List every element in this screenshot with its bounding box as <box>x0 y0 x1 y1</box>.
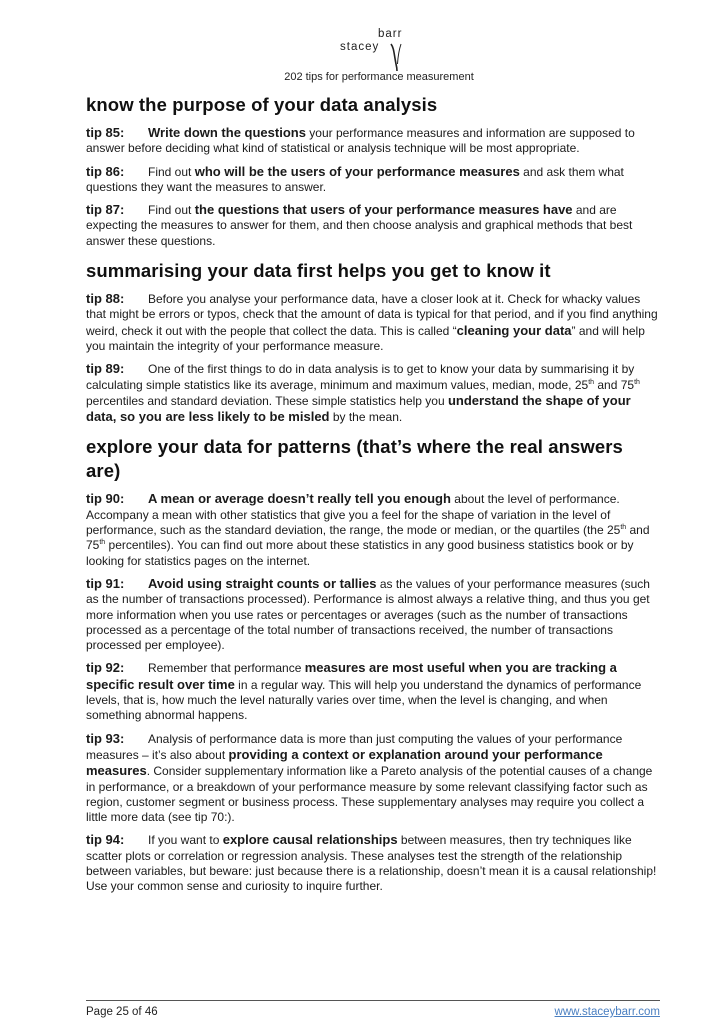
tip-paragraph <box>86 491 660 568</box>
tip-text: percentiles and standard deviation. These simple statistics help you <box>86 393 448 408</box>
tip-emphasis: Write down the questions <box>148 125 306 140</box>
tip-paragraph <box>86 202 660 249</box>
document-subtitle: 202 tips for performance measurement <box>284 71 474 83</box>
tip-text: between measures, then try techniques like scatter plots or correlation or regression analysis. These analyses test the strength of the relationship between variables, but beware: just because there is a relationship, doesn’t mean it is a causal relationship! Use your common sense and curiosity to inquire further. <box>86 833 657 894</box>
ordinal-suffix: th <box>634 378 640 386</box>
tip-emphasis: who will be the users of your performance measures <box>194 163 520 179</box>
stacey-barr-logo <box>338 28 428 58</box>
tip-emphasis: Avoid using straight counts or tallies <box>148 575 377 591</box>
tip-number: tip 89: <box>86 361 125 377</box>
tip-number: tip 91: <box>86 575 125 591</box>
tip-number: tip 85: <box>86 125 125 140</box>
tip-text: percentiles). You can find out more about these statistics in any good business statistics book or by looking for statistics pages on the internet. <box>86 538 634 568</box>
tip-number: tip 88: <box>86 291 125 307</box>
tip-text: and 75 <box>86 523 650 553</box>
ordinal-suffix: th <box>99 539 106 547</box>
tip-emphasis: A mean or average doesn’t really tell you enough <box>148 491 451 507</box>
tip-number: tip 92: <box>86 660 125 676</box>
section-heading: summarising your data first helps you get to know it <box>86 260 551 282</box>
tip-text: as the values of your performance measures (such as the number of transactions processed). Performance is almost always a relative thing, and thus you get more information when you use rates or percentages or averages (such as the number of transactions processed as a percentage of the total number of transactions received, the number of transactions processed per employee). <box>86 576 650 653</box>
tip-emphasis: the questions that users of your performance measures have <box>194 202 573 218</box>
page-number: Page 25 of 46 <box>86 1006 158 1018</box>
document-body <box>86 93 660 902</box>
tip-text: Analysis of performance data is more than just computing the values of your performance measures – it’s also about <box>86 731 623 762</box>
tip-number: tip 87: <box>86 202 125 218</box>
tip-text: Before you analyse your performance data, have a closer look at it. Check for whacky values that might be errors or typos, check that the amount of data is typical for that period, and if you find anything weird, check it out with the people that collect the data. This is called “ <box>86 292 658 338</box>
tip-text: ” and will help you maintain the integrity of your performance measure. <box>86 323 645 353</box>
section-1 <box>86 93 660 249</box>
logo-text-barr: barr <box>378 28 403 40</box>
tip-emphasis: cleaning your data <box>456 322 572 338</box>
tip-number: tip 94: <box>86 832 125 848</box>
tip-paragraph <box>86 731 660 826</box>
tip-text: If you want to <box>148 833 223 848</box>
tip-text: and ask them what questions they want the measures to answer. <box>86 164 624 194</box>
section-heading: know the purpose of your data analysis <box>86 94 438 115</box>
tip-paragraph <box>86 164 660 196</box>
logo-swoosh-icon <box>390 42 404 72</box>
section-heading: explore your data for patterns (that’s where the real answers are) <box>86 436 623 482</box>
tip-text: by the mean. <box>329 410 403 425</box>
tip-text: about the level of performance. Accompany a mean with other statistics that give you a feel for the shape of variation in the level of performance, such as the standard deviation, the range, the mode or median, or the quartiles (the 25 <box>86 492 621 538</box>
footer-divider <box>86 1000 660 1001</box>
tip-paragraph <box>86 291 660 354</box>
tip-text: and are expecting the measures to answer for them, and then choose analysis and graphical methods that best answer these questions. <box>86 203 633 248</box>
tip-text: One of the first things to do in data analysis is to get to know your data by summarising it by calculating simple statistics like its average, minimum and maximum values, median, mode, 25 <box>86 362 635 392</box>
tip-emphasis: measures are most useful when you are tracking a specific result over time <box>86 660 617 692</box>
tip-emphasis: explore causal relationships <box>222 832 398 848</box>
tip-paragraph <box>86 660 660 723</box>
section-3 <box>86 435 660 894</box>
ordinal-suffix: th <box>620 524 627 532</box>
logo-text-stacey: stacey <box>340 41 380 53</box>
tip-paragraph <box>86 125 660 157</box>
tip-number: tip 90: <box>86 491 125 507</box>
tip-paragraph <box>86 576 660 653</box>
ordinal-suffix: th <box>588 378 595 386</box>
tip-text: and 75 <box>594 377 635 392</box>
tip-text: Find out <box>148 164 195 179</box>
tip-paragraph <box>86 832 660 894</box>
tip-paragraph <box>86 361 660 425</box>
tip-emphasis: understand the shape of your data, so you are less likely to be misled <box>86 392 631 425</box>
tip-emphasis: providing a context or explanation around your performance measures <box>86 746 603 779</box>
tip-text: Find out <box>148 203 195 218</box>
tip-number: tip 86: <box>86 163 125 179</box>
tip-text: your performance measures and information are supposed to answer before deciding what kind of statistical or analysis technique will be most appropriate. <box>86 126 635 156</box>
tip-number: tip 93: <box>86 730 125 746</box>
section-2 <box>86 259 660 425</box>
tip-text: in a regular way. This will help you understand the dynamics of performance levels, that is, how much the level naturally varies over time, when the level is changing, and when something abnormal happens. <box>86 677 642 723</box>
tip-text: Remember that performance <box>148 661 305 676</box>
tip-text: . Consider supplementary information like a Pareto analysis of the potential causes of a change in performance, or a breakdown of your performance measure by some relevant classifying factor such as region, customer segment or business process. These supplementary analyses may require you collect a little more data (see tip 70:). <box>86 764 653 825</box>
website-link[interactable]: www.staceybarr.com <box>554 1006 660 1018</box>
